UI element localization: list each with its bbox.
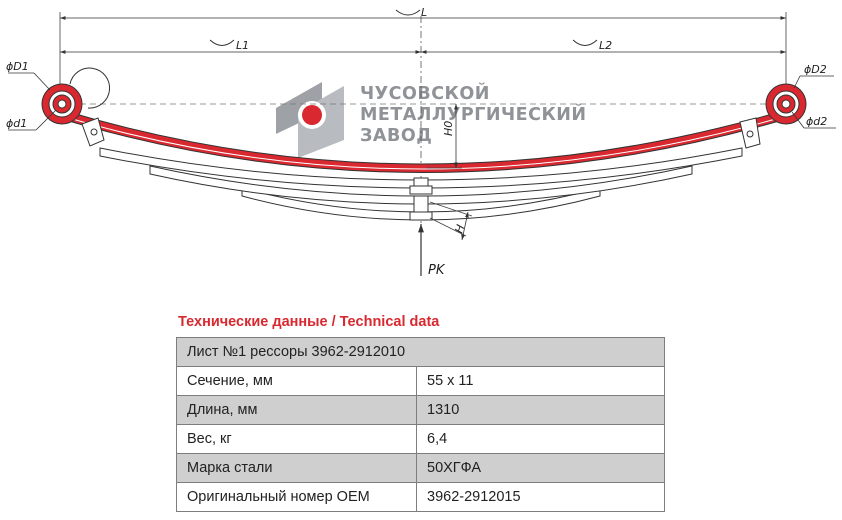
spec-header-cell: Лист №1 рессоры 3962-2912010: [177, 338, 665, 367]
load-arrow: [421, 224, 446, 278]
eye-left-icon: [42, 68, 110, 124]
dim-label-d1-outer: ϕD1: [6, 60, 29, 73]
spec-row-label: Длина, мм: [177, 396, 417, 425]
spec-table-title: Технические данные / Technical data: [178, 314, 440, 330]
dim-label-h: H: [452, 223, 468, 235]
spec-row-label: Сечение, мм: [177, 367, 417, 396]
spec-row: [177, 425, 665, 454]
eye-right-icon: [766, 84, 806, 124]
dim-label-d2-outer: ϕD2: [804, 63, 827, 76]
dim-label-l1: L1: [236, 39, 250, 52]
dim-label-d1-inner: ϕd1: [6, 117, 28, 130]
dimension-left-length: [60, 39, 421, 52]
logo-line-1: ЧУСОВСКОЙ: [360, 84, 490, 104]
spec-row-value: 3962-2912015: [417, 483, 665, 512]
dim-label-l2: L2: [599, 39, 613, 52]
spec-row-label: Вес, кг: [177, 425, 417, 454]
dim-label-d2-inner: ϕd2: [806, 115, 828, 128]
dimension-loaded-height: [430, 202, 472, 240]
spec-row: [177, 367, 665, 396]
spec-row: [177, 454, 665, 483]
clamp-right-icon: [740, 118, 760, 148]
dim-label-l: L: [421, 6, 428, 19]
dimension-right-length: [421, 39, 786, 52]
logo-mark-icon: [276, 82, 344, 158]
dim-label-pk: PK: [428, 263, 445, 278]
spec-row-value: 55 х 11: [417, 367, 665, 396]
spec-row-value: 1310: [417, 396, 665, 425]
company-logo: [276, 82, 587, 158]
spec-row-label: Оригинальный номер OEM: [177, 483, 417, 512]
spec-row-value: 50ХГФА: [417, 454, 665, 483]
spec-table: [176, 337, 665, 512]
dim-label-h0: H0: [442, 120, 455, 136]
logo-line-2: МЕТАЛЛУРГИЧЕСКИЙ: [360, 105, 587, 125]
dimension-total-length: [60, 6, 786, 19]
spec-row-value: 6,4: [417, 425, 665, 454]
spec-row: [177, 483, 665, 512]
spec-row-label: Марка стали: [177, 454, 417, 483]
spec-row: [177, 396, 665, 425]
logo-line-3: ЗАВОД: [360, 126, 433, 146]
spec-header-row: [177, 338, 665, 367]
